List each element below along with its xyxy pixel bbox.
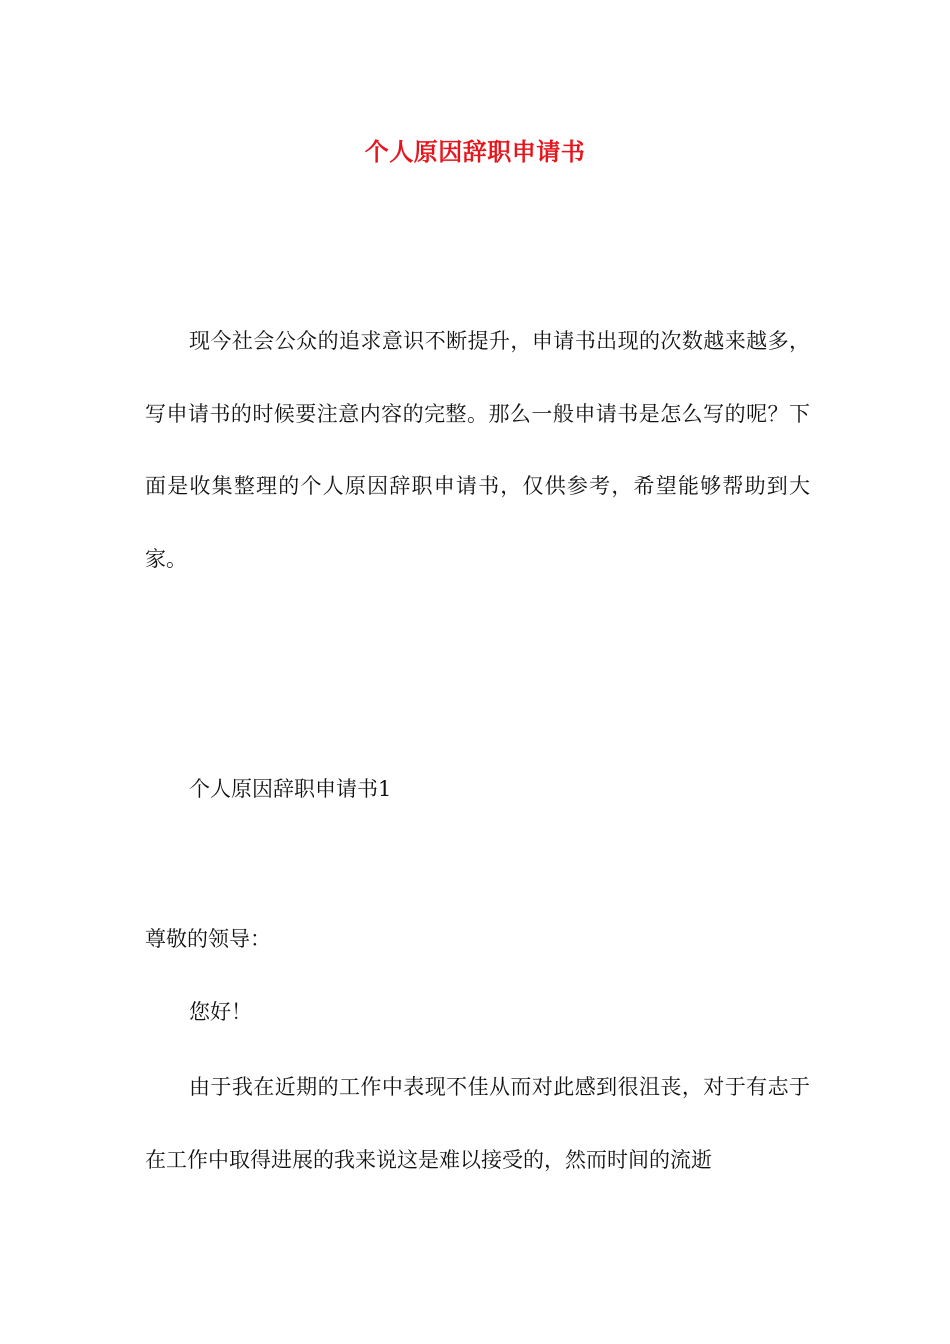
document-title: 个人原因辞职申请书 — [364, 137, 586, 166]
intro-paragraph: 现今社会公众的追求意识不断提升，申请书出现的次数越来越多，写申请书的时候要注意内容的完整。那么一般申请书是怎么写的呢？下面是收集整理的个人原因辞职申请书，仅供参考，希望能够帮助到大家。 — [145, 329, 810, 571]
body-paragraph: 由于我在近期的工作中表现不佳从而对此感到很沮丧，对于有志于在工作中取得进展的我来说这是难以接受的，然而时间的流逝 — [145, 1075, 810, 1172]
section-heading: 个人原因辞职申请书1 — [189, 777, 392, 801]
salutation: 尊敬的领导： — [145, 927, 271, 951]
greeting: 您好！ — [189, 1000, 252, 1024]
